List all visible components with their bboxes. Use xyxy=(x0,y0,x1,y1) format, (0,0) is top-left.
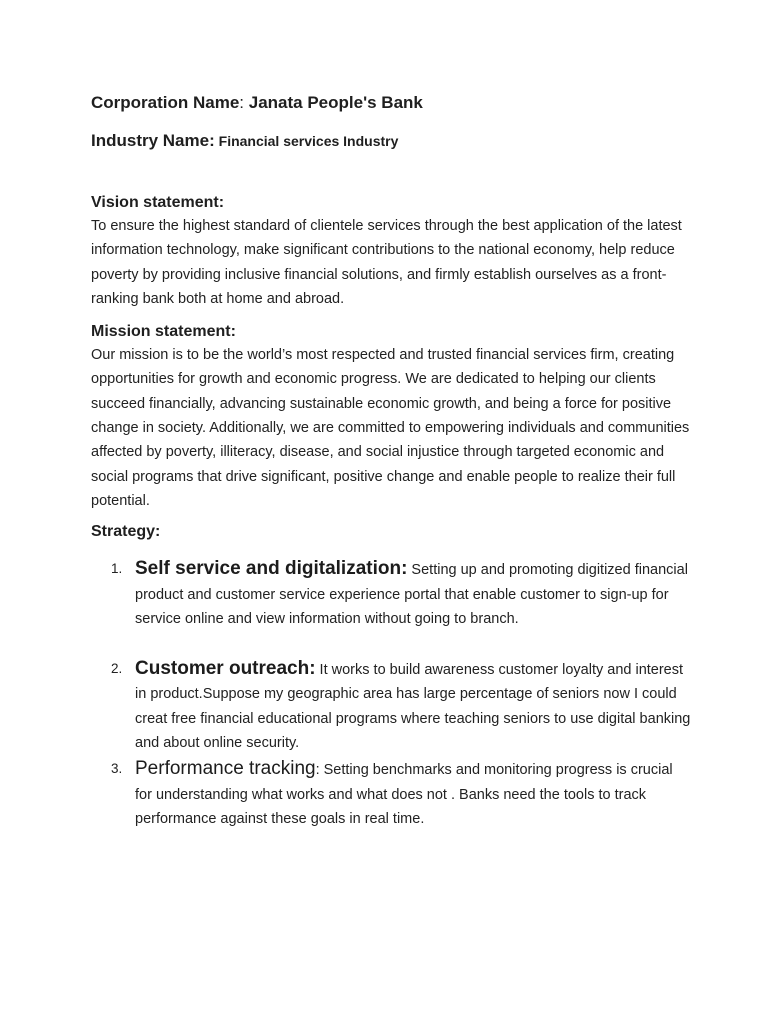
corporation-name-label: Corporation Name xyxy=(91,93,240,112)
industry-name-line xyxy=(91,131,691,157)
industry-name-label: Industry Name: xyxy=(91,131,215,150)
strategy-item-customer-outreach xyxy=(91,657,691,755)
strategy-item-number: 2. xyxy=(111,661,123,677)
strategy-item-text: Setting up and promoting digitized financial product and customer service experience portal that enable customer to sign-up for service online and view information without going to branch. xyxy=(135,562,688,627)
strategy-item-self-service xyxy=(91,557,691,631)
strategy-item-performance-tracking xyxy=(91,757,691,831)
vision-heading: Vision statement: xyxy=(91,194,225,211)
industry-name-value: Financial services Industry xyxy=(214,133,399,149)
mission-heading: Mission statement: xyxy=(91,323,236,341)
strategy-item-number: 3. xyxy=(111,761,123,777)
corporation-name-line xyxy=(91,93,691,121)
strategy-list xyxy=(91,557,691,831)
corporation-name-colon: : xyxy=(239,93,245,112)
vision-text: To ensure the highest standard of clientele services through the best application of the latest information technology, make significant contributions to the national economy, help reduce poverty by providing inclusive financial solutions, and firmly establish ourselves as a front-ranking bank both at home and abroad. xyxy=(91,218,682,307)
strategy-item-title: Performance tracking xyxy=(135,758,316,780)
document-page xyxy=(91,93,691,831)
corporation-name-value: Janata People's Bank xyxy=(244,93,423,112)
strategy-item-text: : Setting benchmarks and monitoring progress is crucial for understanding what works and what does not . Banks need the tools to track performance against these goals in real time. xyxy=(135,762,673,827)
mission-text: Our mission is to be the world’s most respected and trusted financial services firm, creating opportunities for growth and economic progress. We are dedicated to helping our clients succeed financially, advancing sustainable economic growth, and being a force for positive change in society. Additionally, we are committed to empowering individuals and communities affected by poverty, illiteracy, disease, and social injustice through targeted economic and social programs that drive significant, positive change and enable people to realize their full potential. xyxy=(91,347,690,509)
strategy-heading: Strategy: xyxy=(91,523,161,541)
strategy-item-number: 1. xyxy=(111,561,123,577)
strategy-item-text: It works to build awareness customer loyalty and interest in product.Suppose my geographic area has large percentage of seniors now I could creat free financial educational programs where teaching seniors to use digital banking and about online security. xyxy=(135,662,691,752)
strategy-item-title: Self service and digitalization: xyxy=(135,558,408,580)
strategy-item-title: Customer outreach: xyxy=(135,658,316,680)
